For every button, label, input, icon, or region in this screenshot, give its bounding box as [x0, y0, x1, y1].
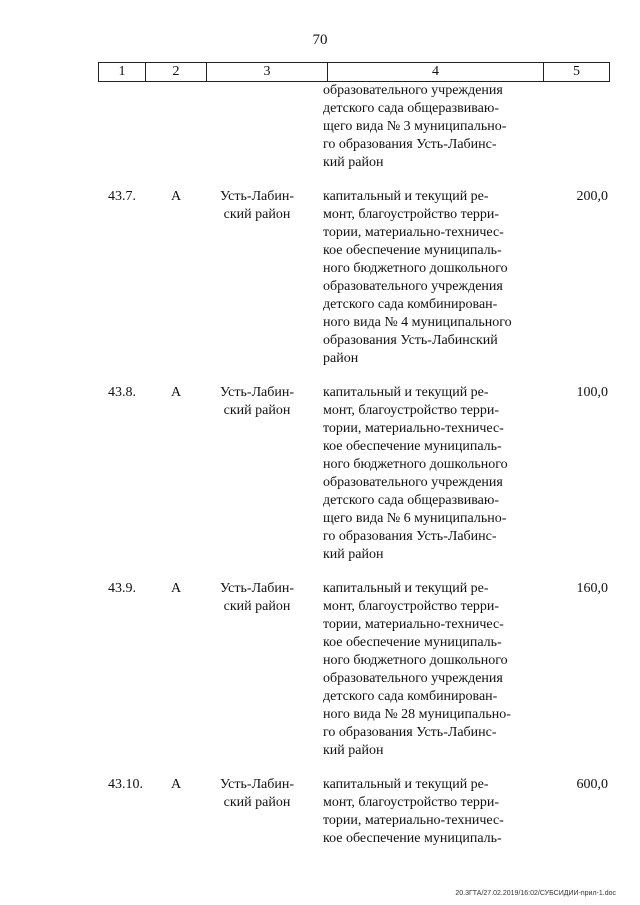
desc-line: детского сада общеразвиваю- — [323, 493, 499, 508]
continuation-line: щего вида № 3 муниципально- — [323, 119, 507, 134]
row-number: 43.7. — [108, 189, 136, 204]
row-category: А — [171, 189, 182, 204]
row-category: А — [171, 581, 182, 596]
desc-line: образования Усть-Лабинский — [323, 333, 498, 348]
header-col-5: 5 — [544, 63, 610, 82]
row-description — [323, 384, 528, 564]
header-col-1: 1 — [99, 63, 146, 82]
row-amount: 200,0 — [576, 189, 608, 204]
desc-line: кое обеспечение муниципаль- — [323, 439, 502, 454]
territory-line: Усть-Лабин- — [219, 385, 295, 400]
desc-line: кое обеспечение муниципаль- — [323, 635, 502, 650]
desc-line: ного бюджетного дошкольного — [323, 457, 508, 472]
page-number: 70 — [312, 32, 328, 48]
desc-line: ного вида № 28 муниципально- — [323, 707, 511, 722]
territory-line: Усть-Лабин- — [219, 777, 295, 792]
desc-line: го образования Усть-Лабинс- — [323, 529, 497, 544]
territory-line: ский район — [223, 403, 291, 418]
territory-line: ский район — [223, 795, 291, 810]
desc-line: капитальный и текущий ре- — [323, 777, 489, 792]
header-col-3: 3 — [207, 63, 328, 82]
row-number: 43.9. — [108, 581, 136, 596]
desc-line: кое обеспечение муниципаль- — [323, 243, 502, 258]
desc-line: тории, материально-техничес- — [323, 813, 504, 828]
row-description — [323, 188, 528, 368]
desc-line: образовательного учреждения — [323, 475, 503, 490]
row-amount: 100,0 — [576, 385, 608, 400]
desc-line: район — [323, 351, 359, 366]
row-number: 43.10. — [108, 777, 143, 792]
desc-line: образовательного учреждения — [323, 671, 503, 686]
row-amount: 160,0 — [576, 581, 608, 596]
row-description — [323, 580, 528, 760]
desc-line: кое обеспечение муниципаль- — [323, 831, 502, 846]
desc-line: детского сада комбинирован- — [323, 689, 498, 704]
desc-line: образовательного учреждения — [323, 279, 503, 294]
row-category: А — [171, 385, 182, 400]
continuation-line: кий район — [323, 155, 384, 170]
desc-line: детского сада комбинирован- — [323, 297, 498, 312]
desc-line: ного вида № 4 муниципального — [323, 315, 512, 330]
row-description — [323, 776, 528, 848]
desc-line: монт, благоустройство терри- — [323, 795, 500, 810]
continuation-line: образовательного учреждения — [323, 83, 503, 98]
row-category: А — [171, 777, 182, 792]
desc-line: монт, благоустройство терри- — [323, 403, 500, 418]
document-footer: 20.3ГТА/27.02.2019/16:02/СУБСИДИИ-прил-1.doc — [455, 890, 616, 897]
row-territory — [212, 188, 302, 224]
continuation-line: го образования Усть-Лабинс- — [323, 137, 497, 152]
header-col-2: 2 — [146, 63, 207, 82]
territory-line: ский район — [223, 599, 291, 614]
desc-line: тории, материально-техничес- — [323, 617, 504, 632]
row-amount: 600,0 — [576, 777, 608, 792]
desc-line: капитальный и текущий ре- — [323, 189, 489, 204]
territory-line: Усть-Лабин- — [219, 581, 295, 596]
desc-line: тории, материально-техничес- — [323, 421, 504, 436]
territory-line: Усть-Лабин- — [219, 189, 295, 204]
row-territory — [212, 384, 302, 420]
desc-line: тории, материально-техничес- — [323, 225, 504, 240]
desc-line: го образования Усть-Лабинс- — [323, 725, 497, 740]
desc-line: монт, благоустройство терри- — [323, 207, 500, 222]
desc-line: капитальный и текущий ре- — [323, 385, 489, 400]
territory-line: ский район — [223, 207, 291, 222]
desc-line: ного бюджетного дошкольного — [323, 261, 508, 276]
row-territory — [212, 776, 302, 812]
desc-line: ного бюджетного дошкольного — [323, 653, 508, 668]
column-header-table — [98, 62, 610, 82]
desc-line: щего вида № 6 муниципально- — [323, 511, 507, 526]
continuation-line: детского сада общеразвиваю- — [323, 101, 499, 116]
desc-line: монт, благоустройство терри- — [323, 599, 500, 614]
row-number: 43.8. — [108, 385, 136, 400]
header-col-4: 4 — [328, 63, 544, 82]
continuation-text — [323, 82, 528, 172]
row-territory — [212, 580, 302, 616]
desc-line: кий район — [323, 547, 384, 562]
desc-line: кий район — [323, 743, 384, 758]
desc-line: капитальный и текущий ре- — [323, 581, 489, 596]
